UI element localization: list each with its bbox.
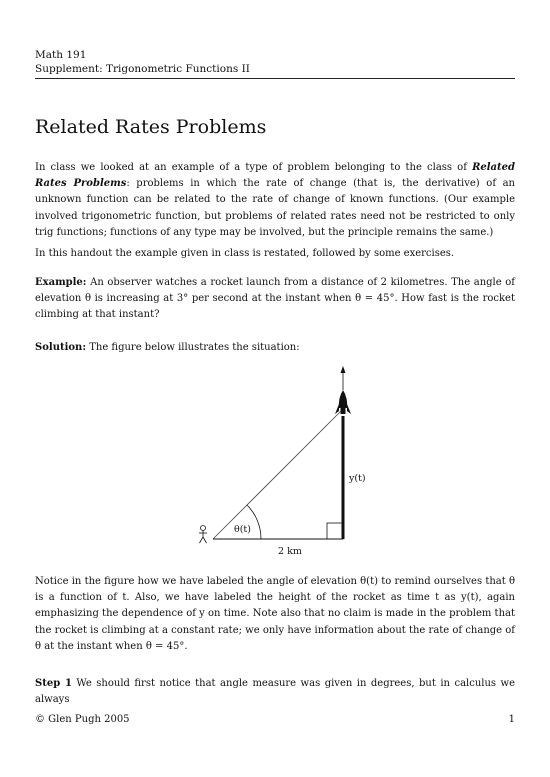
header-rule <box>35 78 515 79</box>
observer-icon <box>199 526 207 544</box>
page-number: 1 <box>508 714 515 725</box>
line-of-sight <box>213 409 343 539</box>
notice-paragraph: Notice in the figure how we have labeled the angle of elevation θ(t) to remind ourselves that θ is a function of t. Also, we have labeled the height of the rocket as time t as y(t), again emphasizing the dependence of y on time. Note also that no claim is made in the problem that the rocket is climbing at a constant rate; we only have information about the rate of change of θ at the instant when θ = 45°. <box>35 576 515 652</box>
height-label: y(t) <box>349 473 366 484</box>
related-rates-term: Related Rates Problems <box>35 162 515 190</box>
up-arrow-icon <box>341 366 346 373</box>
intro-text-after: : problems in which the rate of change (that is, the derivative) of an unknown function can be related to the rate of change of known functions. (Our example involved trigonometric function, but problems of related rates need not be restricted to only trig functions; functions of any type may be involved, but the principle remains the same.) <box>35 178 516 238</box>
intro-text-before: In class we looked at an example of a type of problem belonging to the class of <box>35 162 473 173</box>
solution-text: The figure below illustrates the situation: <box>89 342 300 353</box>
rocket-figure <box>0 360 550 565</box>
copyright: © Glen Pugh 2005 <box>35 714 130 725</box>
supplement-title: Supplement: Trigonometric Functions II <box>35 63 250 75</box>
page-header <box>35 48 515 76</box>
solution-paragraph <box>35 340 515 356</box>
base-distance-label: 2 km <box>278 546 302 557</box>
example-paragraph <box>35 275 515 324</box>
section-title: Related Rates Problems <box>35 116 267 138</box>
rocket-icon <box>335 390 351 414</box>
course-name: Math 191 <box>35 49 87 61</box>
page-footer <box>35 714 515 725</box>
step1-label: Step 1 <box>35 678 72 689</box>
example-label: Example: <box>35 277 87 288</box>
solution-label: Solution: <box>35 342 87 353</box>
step1-paragraph <box>35 676 515 708</box>
handout-note: In this handout the example given in class is restated, followed by some exercises. <box>35 248 455 259</box>
intro-paragraph <box>35 160 515 241</box>
right-angle-marker <box>327 523 343 539</box>
angle-label: θ(t) <box>234 524 251 535</box>
example-text: An observer watches a rocket launch from a distance of 2 kilometres. The angle of elevation θ is increasing at 3° per second at the instant when θ = 45°. How fast is the rocket climbing at that instant? <box>35 277 515 321</box>
step1-text: We should first notice that angle measure was given in degrees, but in calculus we always <box>35 678 515 706</box>
